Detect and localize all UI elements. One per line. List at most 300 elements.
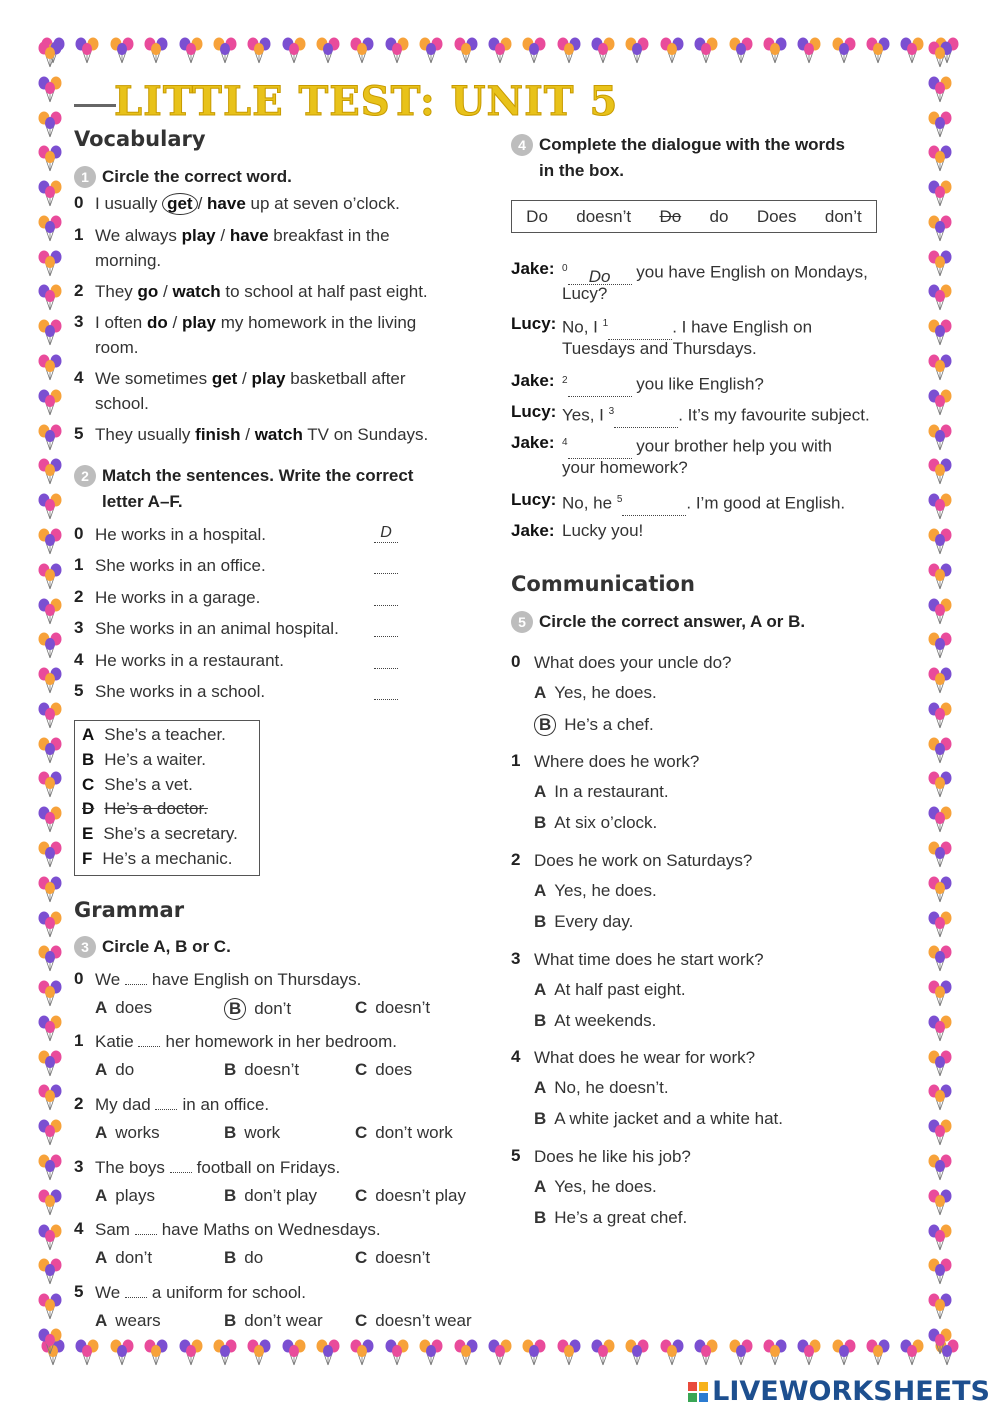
- gap-blank: [155, 1095, 177, 1110]
- balloon-icon: [659, 36, 685, 69]
- item-number: 0: [74, 969, 84, 988]
- sentence-end: have English on Thursdays.: [151, 970, 362, 989]
- option-text: He’s a chef.: [564, 715, 654, 734]
- dialogue-line: [562, 256, 868, 285]
- match-sentence: She works in a school.: [95, 682, 266, 701]
- balloon-icon: [927, 770, 953, 803]
- balloon-icon: [281, 36, 307, 69]
- balloon-icon: [831, 36, 857, 69]
- balloon-icon: [315, 36, 341, 69]
- key-text: He’s a doctor.: [104, 799, 208, 819]
- key-item: [82, 722, 226, 747]
- balloon-icon: [927, 75, 953, 108]
- word-option: play: [181, 226, 216, 245]
- option-letter: B: [534, 714, 556, 736]
- key-letter: D: [82, 799, 95, 819]
- option-c: [355, 1060, 412, 1080]
- balloon-icon: [37, 631, 63, 664]
- option-text: Yes, he does.: [554, 683, 657, 702]
- balloon-icon: [927, 701, 953, 734]
- question-text: What does he wear for work?: [534, 1048, 756, 1067]
- balloon-icon: [37, 1083, 63, 1116]
- balloon-icon: [927, 457, 953, 490]
- exercise-instruction: Circle the correct answer, A or B.: [539, 612, 806, 631]
- gap-sentence: [95, 1029, 397, 1054]
- option-letter: C: [355, 1311, 368, 1330]
- balloon-icon: [37, 805, 63, 838]
- item-number: 4: [511, 1047, 521, 1066]
- option-b: [224, 1248, 263, 1268]
- balloon-icon: [37, 1049, 63, 1082]
- balloon-icon: [927, 979, 953, 1012]
- sentence-continuation: school.: [95, 394, 149, 413]
- balloon-icon: [927, 1153, 953, 1186]
- sentence-end: football on Fridays.: [196, 1158, 341, 1177]
- gap-blank: [138, 1032, 160, 1047]
- key-text: He’s a waiter.: [104, 749, 207, 769]
- item-number: 3: [74, 618, 84, 638]
- item-number: 4: [74, 1219, 84, 1238]
- word-option: finish: [195, 425, 241, 444]
- balloon-icon: [590, 1338, 616, 1371]
- option-letter: B: [534, 813, 547, 832]
- balloon-icon: [37, 944, 63, 977]
- option-letter: A: [95, 1248, 108, 1267]
- balloon-icon: [37, 492, 63, 525]
- sentence-end: have Maths on Wednesdays.: [161, 1220, 381, 1239]
- exercise-number-badge: 3: [74, 936, 96, 958]
- exercise-1-sentence: [95, 422, 428, 447]
- dialogue-text: No, he: [562, 493, 617, 513]
- balloon-icon: [865, 36, 891, 69]
- balloon-icon: [37, 1257, 63, 1290]
- option-text: At half past eight.: [554, 980, 686, 999]
- balloon-icon: [246, 36, 272, 69]
- balloon-border-top: [40, 34, 960, 70]
- balloon-icon: [487, 1338, 513, 1371]
- exercise-instruction: Circle the correct word.: [102, 167, 292, 186]
- box-word: do: [709, 206, 729, 226]
- item-number: 0: [74, 193, 84, 212]
- word-option: play: [181, 313, 216, 332]
- communication-heading: Communication: [511, 572, 695, 596]
- option-separator: /: [167, 313, 182, 332]
- item-number: 3: [74, 312, 84, 331]
- dialogue-blank: [568, 376, 632, 397]
- answer-line: [374, 681, 398, 700]
- exercise-instruction: Circle A, B or C.: [102, 937, 231, 956]
- balloon-icon: [109, 1338, 135, 1371]
- balloon-icon: [37, 283, 63, 316]
- option-text: don’t wear: [244, 1311, 323, 1330]
- option-c: [355, 1186, 466, 1206]
- balloon-icon: [927, 492, 953, 525]
- balloon-icon: [762, 36, 788, 69]
- sentence-start: Sam: [95, 1220, 135, 1239]
- balloon-icon: [927, 1223, 953, 1256]
- item-number: 1: [74, 555, 84, 575]
- balloon-icon: [37, 979, 63, 1012]
- word-option: get: [162, 193, 198, 215]
- option-text: Every day.: [554, 912, 634, 931]
- dialogue-text: . I have English on: [672, 317, 813, 337]
- option-letter: A: [534, 782, 547, 801]
- option-text: plays: [115, 1186, 155, 1205]
- item-number: 3: [511, 949, 521, 968]
- option-text: does: [375, 1060, 413, 1079]
- balloon-icon: [693, 1338, 719, 1371]
- balloon-icon: [37, 40, 63, 73]
- dialogue-text: Yes, I: [562, 405, 609, 425]
- question-text: Does he work on Saturdays?: [534, 851, 753, 870]
- balloon-icon: [624, 1338, 650, 1371]
- balloon-icon: [74, 36, 100, 69]
- option-letter: A: [95, 1311, 108, 1330]
- sentence-start: We sometimes: [95, 369, 212, 388]
- answer-b: [534, 714, 654, 736]
- balloon-icon: [927, 1118, 953, 1151]
- exercise-4-header: [511, 132, 845, 184]
- item-number: 4: [74, 649, 84, 669]
- balloon-icon: [927, 666, 953, 699]
- exercise-number-badge: 4: [511, 134, 533, 156]
- option-a: [95, 1060, 134, 1080]
- item-number: 5: [74, 1282, 84, 1301]
- dialogue-text: Lucky you!: [562, 521, 644, 540]
- balloon-icon: [37, 701, 63, 734]
- balloon-icon: [37, 840, 63, 873]
- answer-b: [534, 1208, 687, 1228]
- balloon-icon: [927, 1327, 953, 1360]
- word-option: have: [229, 226, 269, 245]
- option-letter: A: [534, 683, 547, 702]
- balloon-icon: [831, 1338, 857, 1371]
- option-letter: C: [355, 1123, 368, 1142]
- answer-blank: [374, 555, 398, 578]
- balloon-icon: [693, 36, 719, 69]
- balloon-icon: [212, 36, 238, 69]
- logo-squares-icon: [688, 1382, 708, 1402]
- item-number: 3: [74, 1157, 84, 1176]
- dialogue-line: [562, 487, 845, 516]
- balloon-icon: [143, 1338, 169, 1371]
- dialogue-text: . I’m good at English.: [686, 493, 846, 513]
- dialogue-line: [562, 518, 643, 543]
- balloon-icon: [37, 1153, 63, 1186]
- balloon-icon: [927, 1014, 953, 1047]
- balloon-icon: [37, 1188, 63, 1221]
- balloon-icon: [927, 249, 953, 282]
- answer-a: [534, 881, 657, 901]
- option-letter: A: [95, 1123, 108, 1142]
- balloon-icon: [37, 562, 63, 595]
- item-number: 4: [74, 368, 84, 387]
- option-text: doesn’t: [375, 1248, 431, 1267]
- option-letter: B: [224, 998, 246, 1020]
- dialogue-blank: [614, 407, 678, 428]
- option-letter: A: [534, 1177, 547, 1196]
- option-c: [355, 998, 430, 1018]
- balloon-icon: [384, 1338, 410, 1371]
- answer-blank: [374, 524, 398, 543]
- option-a: [95, 1311, 161, 1331]
- balloon-icon: [927, 1292, 953, 1325]
- sentence-start: We always: [95, 226, 182, 245]
- box-word: doesn’t: [576, 206, 632, 226]
- option-letter: B: [534, 912, 547, 931]
- sentence-end: her homework in her bedroom.: [165, 1032, 397, 1051]
- balloon-icon: [37, 353, 63, 386]
- balloon-icon: [927, 910, 953, 943]
- balloon-icon: [927, 631, 953, 664]
- option-letter: B: [224, 1311, 237, 1330]
- item-number: 2: [74, 281, 84, 300]
- option-letter: B: [224, 1123, 237, 1142]
- exercise-1-sentence: [95, 191, 400, 216]
- balloon-icon: [521, 1338, 547, 1371]
- sentence-start: We: [95, 1283, 125, 1302]
- balloon-icon: [37, 770, 63, 803]
- sentence-end: to school at half past eight.: [220, 282, 428, 301]
- balloon-icon: [927, 736, 953, 769]
- item-number: 1: [511, 751, 521, 770]
- balloon-icon: [927, 283, 953, 316]
- dialogue-text: you like English?: [631, 374, 764, 394]
- key-text: She’s a vet.: [104, 774, 193, 794]
- option-text: do: [115, 1060, 135, 1079]
- balloon-icon: [384, 36, 410, 69]
- answer-a: [534, 683, 657, 703]
- balloon-icon: [521, 36, 547, 69]
- balloon-icon: [927, 214, 953, 247]
- dialogue-text: . It’s my favourite subject.: [678, 405, 870, 425]
- match-sentence: She works in an office.: [95, 556, 266, 576]
- balloon-icon: [37, 1118, 63, 1151]
- exercise-3-header: [74, 934, 231, 960]
- balloon-icon: [927, 840, 953, 873]
- balloon-icon: [74, 1338, 100, 1371]
- sentence-start: I often: [95, 313, 147, 332]
- gap-number: 0: [562, 263, 568, 274]
- balloon-icon: [212, 1338, 238, 1371]
- sentence-start: My dad: [95, 1095, 156, 1114]
- exercise-5-header: [511, 609, 805, 635]
- option-text: do: [244, 1248, 264, 1267]
- option-separator: /: [215, 226, 230, 245]
- dialogue-speaker: Jake:: [511, 521, 555, 540]
- option-letter: A: [534, 980, 547, 999]
- dialogue-speaker: Lucy:: [511, 490, 557, 509]
- key-text: She’s a teacher.: [104, 725, 226, 744]
- answer-line: [374, 650, 398, 669]
- key-letter: B: [82, 749, 95, 769]
- key-item: [82, 747, 206, 772]
- balloon-icon: [865, 1338, 891, 1371]
- gap-blank: [125, 970, 147, 985]
- gap-blank: [135, 1220, 157, 1235]
- gap-sentence: [95, 1155, 340, 1180]
- item-number: 2: [74, 1094, 84, 1113]
- option-text: does: [115, 998, 153, 1017]
- question-text: What time does he start work?: [534, 950, 764, 969]
- balloon-icon: [927, 318, 953, 351]
- balloon-icon: [487, 36, 513, 69]
- key-letter: F: [82, 849, 93, 868]
- word-option: do: [146, 313, 168, 332]
- dialogue-speaker: Lucy:: [511, 314, 557, 333]
- answer-a: [534, 980, 686, 1000]
- balloon-icon: [590, 36, 616, 69]
- exercise-number-badge: 5: [511, 611, 533, 633]
- gap-sentence: [95, 1092, 269, 1117]
- balloon-icon: [556, 1338, 582, 1371]
- balloon-icon: [178, 1338, 204, 1371]
- balloon-border-right: [922, 40, 958, 1360]
- word-option: watch: [172, 282, 221, 301]
- option-text: doesn’t: [375, 998, 431, 1017]
- vocabulary-heading: Vocabulary: [74, 127, 206, 151]
- item-number: 1: [74, 1031, 84, 1050]
- option-b: [224, 1060, 299, 1080]
- word-option: watch: [254, 425, 303, 444]
- exercise-1-sentence: [95, 223, 390, 248]
- balloon-icon: [927, 353, 953, 386]
- word-box: [511, 200, 877, 233]
- answer-a: [534, 1078, 669, 1098]
- item-number: 0: [511, 652, 521, 671]
- balloon-icon: [927, 1083, 953, 1116]
- balloon-icon: [37, 110, 63, 143]
- option-letter: B: [534, 1208, 547, 1227]
- balloon-icon: [927, 527, 953, 560]
- option-text: At weekends.: [554, 1011, 657, 1030]
- option-text: doesn’t play: [375, 1186, 467, 1205]
- item-number: 0: [74, 524, 84, 543]
- balloon-icon: [659, 1338, 685, 1371]
- sentence-end: TV on Sundays.: [302, 425, 429, 444]
- option-separator: /: [240, 425, 255, 444]
- key-item: [82, 821, 238, 846]
- gap-number: 4: [562, 437, 568, 448]
- option-letter: B: [224, 1186, 237, 1205]
- dialogue-speaker: Lucy:: [511, 402, 557, 421]
- balloon-icon: [37, 179, 63, 212]
- sentence-end: a uniform for school.: [151, 1283, 306, 1302]
- balloon-icon: [453, 1338, 479, 1371]
- sentence-end: in an office.: [182, 1095, 270, 1114]
- dialogue-speaker: Jake:: [511, 371, 555, 390]
- sentence-start: The boys: [95, 1158, 170, 1177]
- option-letter: A: [95, 998, 108, 1017]
- match-sentence: He works in a hospital.: [95, 525, 267, 544]
- option-letter: A: [95, 1060, 108, 1079]
- balloon-icon: [349, 36, 375, 69]
- dialogue-blank: Do: [568, 264, 632, 285]
- option-c: [355, 1248, 430, 1268]
- option-text: don’t: [115, 1248, 153, 1267]
- balloon-icon: [37, 1014, 63, 1047]
- answer-line: [374, 555, 398, 574]
- balloon-icon: [143, 36, 169, 69]
- dialogue-line: [562, 399, 870, 428]
- option-text: doesn’t wear: [375, 1311, 472, 1330]
- balloon-icon: [927, 875, 953, 908]
- dialogue-line: [562, 368, 764, 397]
- balloon-icon: [109, 36, 135, 69]
- balloon-icon: [37, 875, 63, 908]
- option-a: [95, 1248, 152, 1268]
- balloon-icon: [927, 944, 953, 977]
- balloon-icon: [927, 179, 953, 212]
- balloon-icon: [927, 805, 953, 838]
- key-letter: E: [82, 824, 94, 844]
- sentence-start: They usually: [95, 425, 196, 444]
- option-text: wears: [115, 1311, 161, 1330]
- balloon-icon: [37, 1223, 63, 1256]
- item-number: 2: [511, 850, 521, 869]
- option-text: A white jacket and a white hat.: [554, 1109, 783, 1128]
- option-separator: /: [197, 194, 208, 213]
- liveworksheets-logo: LIVEWORKSHEETS: [688, 1376, 990, 1407]
- option-c: [355, 1311, 472, 1331]
- balloon-icon: [37, 388, 63, 421]
- balloon-icon: [37, 597, 63, 630]
- option-b: [224, 1186, 317, 1206]
- exercise-number-badge: 1: [74, 166, 96, 188]
- balloon-icon: [624, 36, 650, 69]
- balloon-icon: [927, 1257, 953, 1290]
- option-a: [95, 1186, 155, 1206]
- balloon-border-bottom: [40, 1336, 960, 1372]
- box-word: Do: [659, 206, 682, 226]
- key-item: [82, 772, 193, 797]
- balloon-icon: [37, 249, 63, 282]
- balloon-icon: [927, 562, 953, 595]
- option-b: [224, 998, 291, 1020]
- balloon-icon: [37, 457, 63, 490]
- gap-number: 1: [602, 318, 609, 329]
- option-letter: C: [355, 1060, 368, 1079]
- answer-line: [374, 587, 398, 606]
- balloon-icon: [927, 423, 953, 456]
- option-b: [224, 1311, 323, 1331]
- option-letter: B: [224, 1248, 237, 1267]
- balloon-icon: [418, 1338, 444, 1371]
- key-item: [82, 796, 208, 821]
- word-option: play: [251, 369, 286, 388]
- item-number: 2: [74, 586, 84, 606]
- exercise-number-badge: 2: [74, 465, 96, 487]
- key-letter: A: [82, 725, 95, 744]
- item-number: 1: [74, 225, 84, 244]
- exercise-1-header: [74, 164, 292, 190]
- option-letter: A: [95, 1186, 108, 1205]
- answer-blank: [374, 650, 398, 673]
- option-text: don’t play: [244, 1186, 318, 1205]
- box-word: don’t: [824, 206, 862, 226]
- balloon-icon: [37, 1292, 63, 1325]
- option-text: No, he doesn’t.: [554, 1078, 669, 1097]
- question-text: What does your uncle do?: [534, 653, 732, 672]
- sentence-end: up at seven o’clock.: [245, 194, 400, 213]
- gap-number: 3: [608, 406, 615, 417]
- gap-sentence: [95, 1280, 306, 1305]
- option-text: works: [115, 1123, 160, 1142]
- key-text: He’s a mechanic.: [102, 849, 233, 868]
- balloon-icon: [728, 36, 754, 69]
- option-text: work: [244, 1123, 281, 1142]
- balloon-icon: [927, 110, 953, 143]
